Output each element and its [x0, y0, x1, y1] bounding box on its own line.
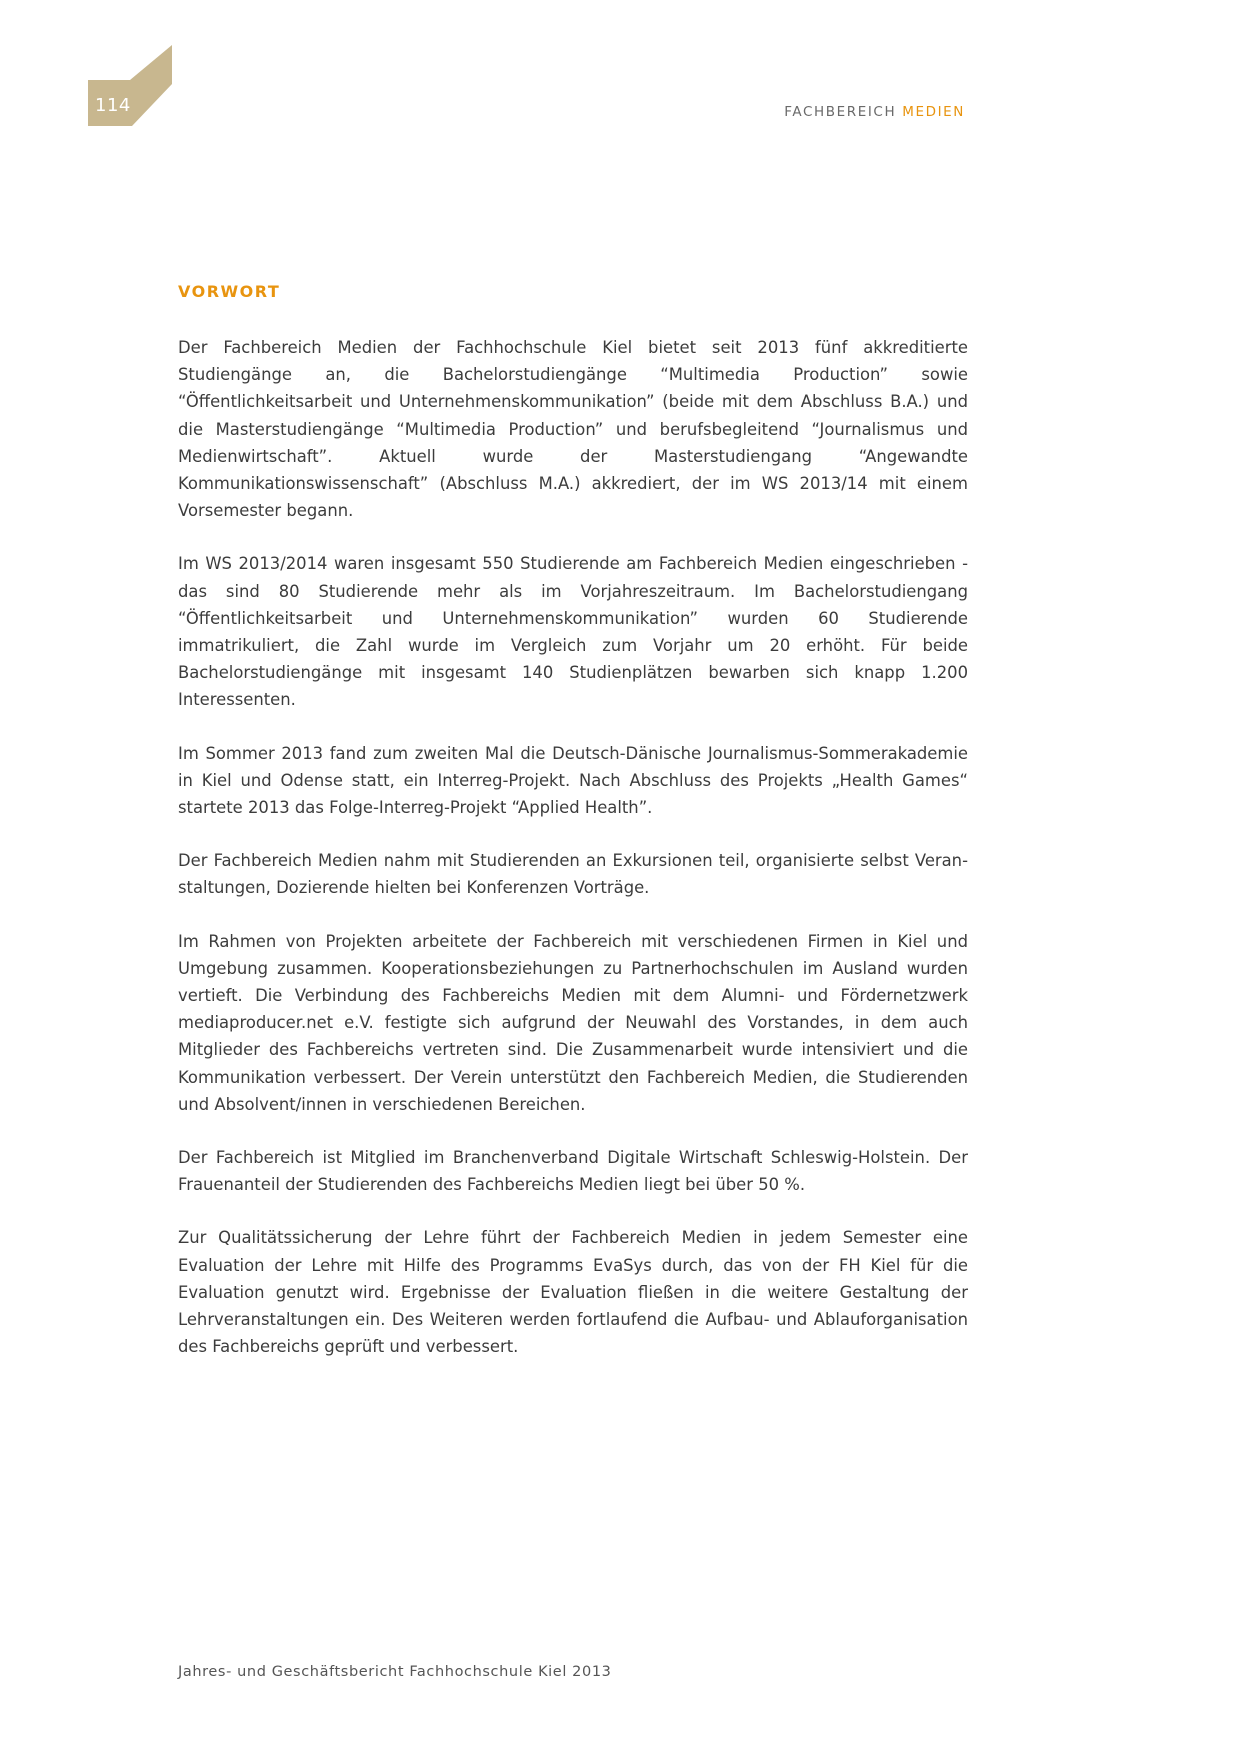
paragraph: Im Sommer 2013 fand zum zweiten Mal die Deutsch-Dänische Journalismus-Sommerakademie in Kiel und Odense statt, ein Interreg-Projekt. Nach Abschluss des Projekts „Health Games“ startete 2013 das Folge-Interreg-Projekt “Applied Health”.: [178, 743, 968, 818]
running-header: [784, 104, 965, 120]
paragraph: Der Fachbereich Medien der Fachhochschule Kiel bietet seit 2013 fünf akkreditierte Studiengänge an, die Bachelorstudiengänge “Multimedia Production” sowie “Öffentlichkeitsarbeit und Unternehmenskommunikation” (beide mit dem Abschluss B.A.) und die Masterstudiengänge “Multimedia Production” und berufsbegleitend “Journalismus und Medienwirtschaft”. Aktuell wurde der Masterstudiengang “Angewandte Kommunikationswissenschaft” (Abschluss M.A.) akkrediert, der im WS 2013/14 mit einem Vorsemester begann.: [178, 338, 968, 521]
page-number-tab: [0, 0, 240, 140]
running-header-prefix: FACHBEREICH: [784, 104, 897, 120]
paragraph: Der Fachbereich Medien nahm mit Studierenden an Exkursionen teil, organisierte selbst Veranstaltungen, Dozierende hielten bei Konferenzen Vorträge.: [178, 851, 968, 898]
body-text: [178, 334, 968, 1387]
section-title: VORWORT: [178, 282, 281, 301]
page-footer: Jahres- und Geschäftsbericht Fachhochschule Kiel 2013: [178, 1664, 612, 1680]
paragraph: Im WS 2013/2014 waren insgesamt 550 Studierende am Fachbereich Medien eingeschrieben - das sind 80 Studierende mehr als im Vorjahreszeitraum. Im Bachelorstudiengang “Öffentlichkeitsarbeit und Unternehmenskommunikation” wurden 60 Studierende immatrikuliert, die Zahl wurde im Vergleich zum Vorjahr um 20 erhöht. Für beide Bachelorstudiengänge mit insgesamt 140 Studienplätzen bewarben sich knapp 1.200 Interessenten.: [178, 554, 968, 710]
paragraph: Im Rahmen von Projekten arbeitete der Fachbereich mit verschiedenen Firmen in Kiel und Umgebung zusammen. Kooperationsbeziehungen zu Partnerhochschulen im Ausland wurden vertieft. Die Verbindung des Fachbereichs Medien mit dem Alumni- und Fördernetzwerk mediaproducer.​net e.V. festigte sich aufgrund der Neuwahl des Vorstandes, in dem auch Mitglieder des Fachbereichs vertreten sind. Die Zusammenarbeit wurde intensiviert und die Kommunikation verbessert. Der Verein unterstützt den Fachbereich Medien, die Studierenden und Absolvent/innen in verschiedenen Bereichen.: [178, 931, 968, 1114]
paragraph: Der Fachbereich ist Mitglied im Branchenverband Digitale Wirtschaft Schleswig-Holstein. Der Frauenanteil der Studierenden des Fachbereichs Medien liegt bei über 50 %.: [178, 1148, 968, 1195]
page-number: 114: [95, 95, 131, 116]
paragraph: Zur Qualitätssicherung der Lehre führt der Fachbereich Medien in jedem Semester eine Evaluation der Lehre mit Hilfe des Programms EvaSys durch, das von der FH Kiel für die Evaluation genutzt wird. Ergebnisse der Evaluation fließen in die weitere Gestaltung der Lehrveranstaltungen ein. Des Weiteren werden fortlaufend die Aufbau- und Ablauforganisation des Fachbereichs geprüft und verbessert.: [178, 1228, 968, 1357]
running-header-section: MEDIEN: [902, 104, 965, 120]
